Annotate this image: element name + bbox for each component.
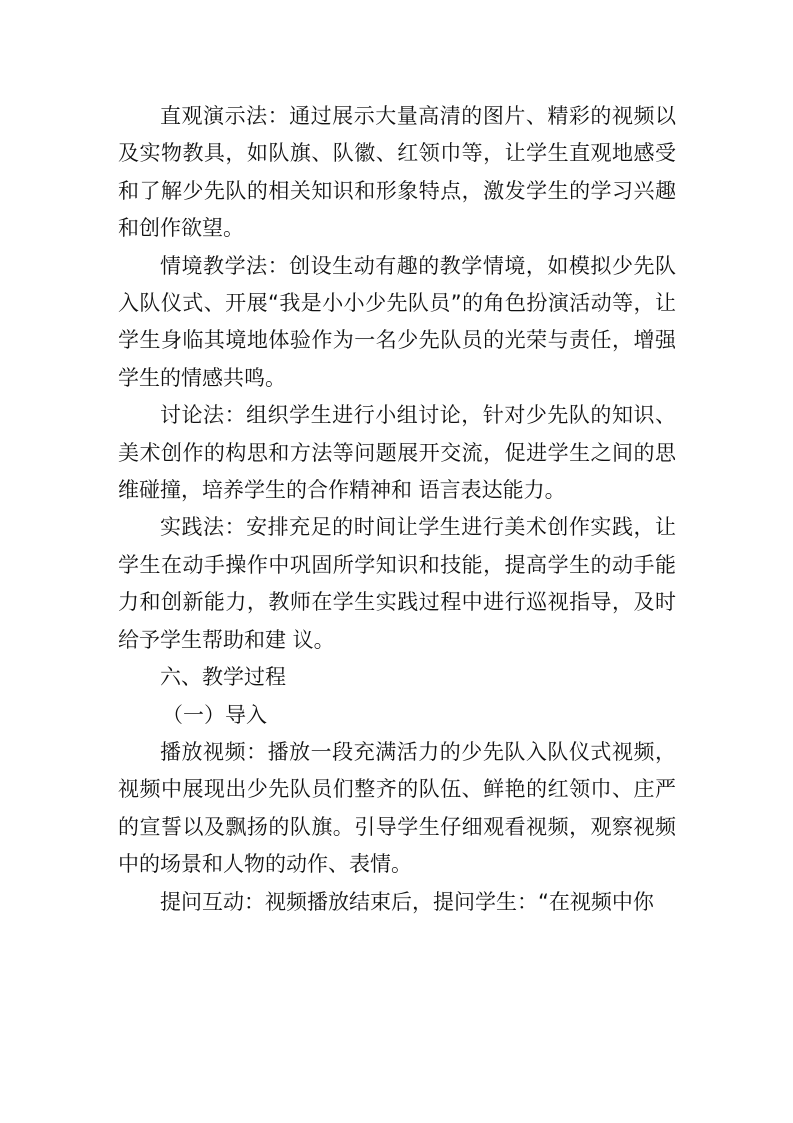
paragraph-demonstration-method: 直观演示法：通过展示大量高清的图片、精彩的视频以及实物教具，如队旗、队徽、红领巾等，让学生直观地感受和了解少先队的相关知识和形象特点，激发学生的学习兴趣和创作欲望。 — [118, 104, 676, 241]
section-heading: 六、教学过程 — [160, 665, 286, 690]
paragraph-situational-teaching: 情境教学法：创设生动有趣的教学情境，如模拟少先队入队仪式、开展“我是小小少先队员”的角色扮演活动等，让学生身临其境地体验作为一名少先队员的光荣与责任，增强学生的情感共鸣。 — [118, 253, 676, 390]
subsection-heading: （一）导入 — [162, 702, 267, 727]
paragraph-discussion-method: 讨论法：组织学生进行小组讨论，针对少先队的知识、美术创作的构思和方法等问题展开交流，促进学生之间的思维碰撞，培养学生的合作精神和 语言表达能力。 — [118, 403, 676, 503]
document-body — [118, 98, 676, 921]
paragraph-question-interaction: 提问互动：视频播放结束后，提问学生：“在视频中你 — [160, 889, 654, 914]
paragraph-play-video: 播放视频：播放一段充满活力的少先队入队仪式视频，视频中展现出少先队员们整齐的队伍、鲜艳的红领巾、庄严的宣誓以及飘扬的队旗。引导学生仔细观看视频，观察视频中的场景和人物的动作、表情。 — [118, 739, 676, 877]
paragraph-practice-method: 实践法：安排充足的时间让学生进行美术创作实践，让学生在动手操作中巩固所学知识和技能，提高学生的动手能力和创新能力，教师在学生实践过程中进行巡视指导，及时给予学生帮助和建 议。 — [118, 515, 676, 652]
